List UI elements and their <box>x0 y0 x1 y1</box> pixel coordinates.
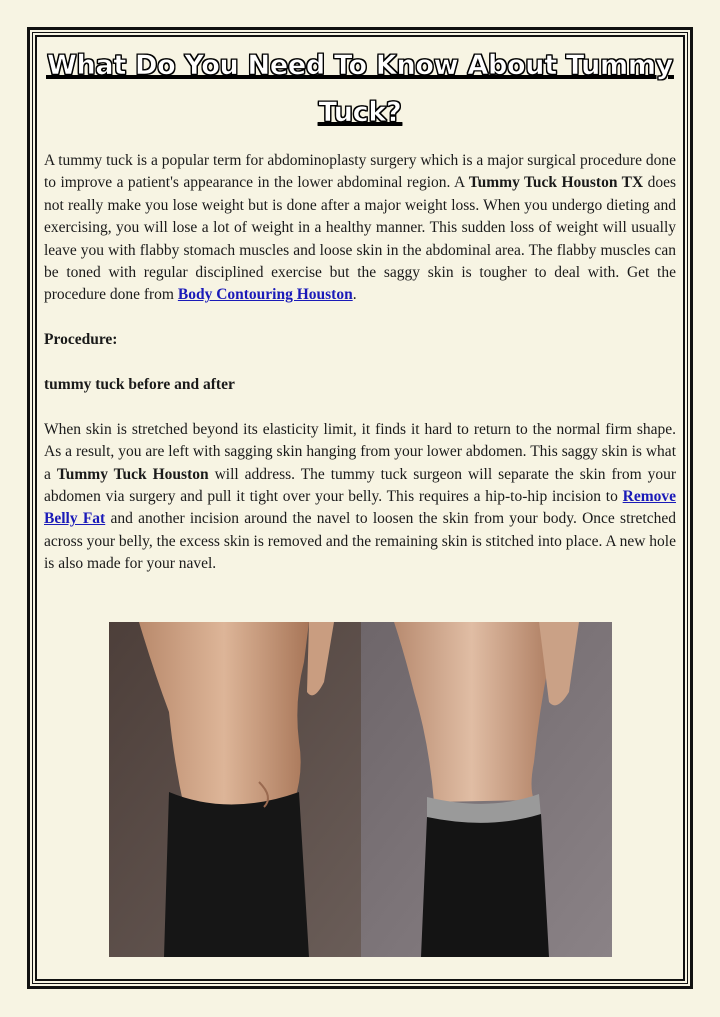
before-after-subheading: tummy tuck before and after <box>44 376 235 394</box>
document-content <box>44 150 676 576</box>
intro-text-2: does not really make you lose weight but is done after a major weight loss. When you undergo dieting and exercising, you will lose a lot of weight in a healthy manner. This sudden loss of weight will usually leave you with flabby stomach muscles and loose skin in the abdominal area. The flabby muscles can be toned with regular disciplined exercise but the saggy skin is tougher to deal with. Get the procedure done from <box>44 174 677 304</box>
body-text-2: will address. The tummy tuck surgeon will separate the skin from your abdomen via surgery and pull it tight over your belly. This requires a hip-to-hip incision to <box>44 465 676 506</box>
document-title: What Do You Need To Know About Tummy Tuck? <box>47 50 673 128</box>
body-text-1: When skin is stretched beyond its elasticity limit, it finds it hard to return to the normal firm shape. As a result, you are left with sagging skin hanging from your lower abdomen. This saggy skin is what a <box>44 420 676 483</box>
intro-text-1: A tummy tuck is a popular term for abdominoplasty surgery which is a major surgical procedure done to improve a patient's appearance in the lower abdominal region. A <box>44 152 676 192</box>
procedure-paragraph <box>44 419 676 576</box>
intro-bold-keyword: Tummy Tuck Houston TX <box>468 174 644 192</box>
body-text-3: and another incision around the navel to loosen the skin from your body. Once stretched across your belly, the excess skin is removed and the remaining skin is stitched into place. A new hole is also made for your navel. <box>44 510 676 573</box>
before-image <box>109 622 361 957</box>
after-image <box>361 622 612 957</box>
intro-paragraph <box>44 150 676 307</box>
procedure-heading: Procedure: <box>44 331 118 349</box>
body-contouring-link[interactable]: Body Contouring Houston <box>177 286 353 304</box>
before-after-photo <box>109 622 612 957</box>
intro-text-3: . <box>352 286 357 304</box>
body-bold-keyword: Tummy Tuck Houston <box>56 465 209 483</box>
remove-belly-fat-link[interactable]: Remove Belly Fat <box>44 488 676 528</box>
